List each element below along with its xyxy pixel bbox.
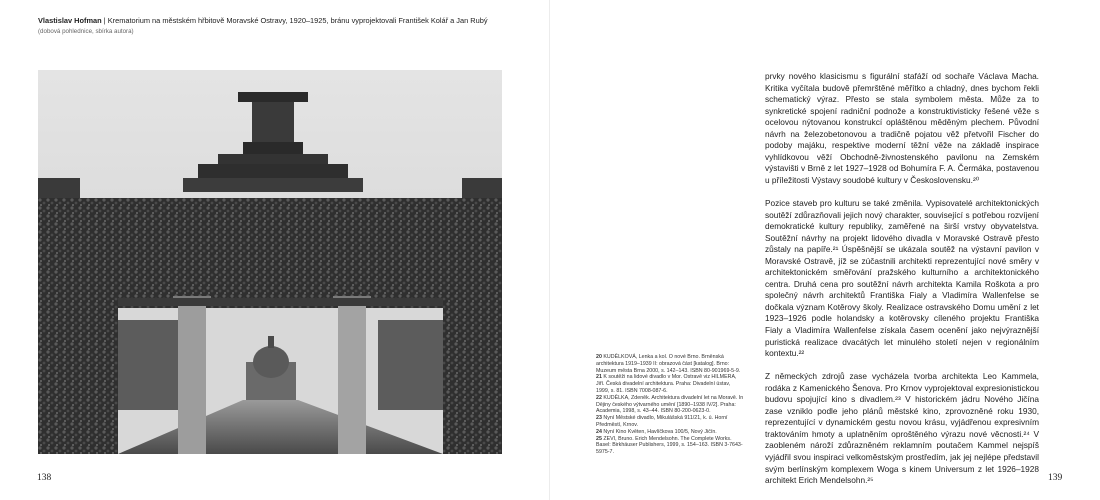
paragraph: prvky nového klasicismu s figurální stafáží od sochaře Václava Macha. Kritika vyčítala budově přemrštěné měřítko a chladný, dnes bychom řekli schematický výraz. Přesto se stala symbolem města. Může za to synkretické spojení radniční podnože a konstruktivisticky řešené věže s ocelovou nýtovanou konstrukcí opláštěnou měděným plechem. Původní návrh na železobetonovou a tradičně pojatou věž přetvořil Fischer do podoby majáku, respektive moderní těžní věže na základě inspirace vyhlídkovou věží Obchodně-živnostenského pavilonu na Zemském výstavišti v Brně z let 1927–1928 od Bohumíra F. A. Čermáka, postavenou u příležitosti Výstavy soudobé kultury v Československu.²⁰ [765, 71, 1039, 185]
page-number-left: 138 [37, 473, 52, 483]
footnote-text: KUDĚLKA, Zdeněk. Architektura divadelní let na Moravě. In Dějiny českého výtvarného umění [1890–1938 IV/2]. Praha: Academia, 1998, s. 43–44. ISBN 80-200-0623-0. [596, 394, 744, 415]
footnotes [596, 354, 744, 456]
footnote [596, 374, 744, 394]
footnote-text: K soutěži na lidové divadlo v Mor. Ostravě viz HILMERA, Jiří. Česká divadelní architektura. Praha: Divadelní ústav, 1999, s. 81. ISBN 7008-087-6. [596, 374, 737, 394]
footnote [596, 436, 744, 456]
caption-title: Krematorium na městském hřbitově Moravské Ostravy, 1920–1925, bránu vyprojektovali František Kolář a Jan Rubý [107, 16, 488, 25]
footnote-number: 22 [596, 394, 602, 401]
footnote [596, 415, 744, 429]
footnote-text: ZEVI, Bruno. Erich Mendelsohn. The Complete Works. Basel: Birkhäuser Publishers, 1999, s. 154–163. ISBN 3-7643-5975-7. [596, 435, 743, 456]
footnote-number: 25 [596, 435, 602, 442]
footnote [596, 429, 744, 436]
body-text [765, 71, 1039, 498]
footnote-text: KUDĚLKOVÁ, Lenka a kol. O nové Brno. Brněnská architektura 1919–1939 II: obrazová část [katalog]. Brno: Muzeum města Brna 2000, s. 142–143. ISBN 80-901969-5-9. [596, 354, 741, 374]
spine-gutter [549, 0, 550, 500]
footnote [596, 354, 744, 374]
photo-caption [38, 16, 518, 36]
crematorium-photo-graphic [38, 70, 502, 454]
footnote [596, 395, 744, 415]
caption-author: Vlastislav Hofman [38, 16, 102, 25]
footnote-number: 20 [596, 354, 602, 360]
footnote-number: 21 [596, 374, 602, 381]
footnote-text: Nyní Kino Květen, Havlíčkova 100/5, Nový Jičín. [603, 428, 717, 435]
footnote-number: 24 [596, 428, 602, 435]
footnote-number: 23 [596, 415, 602, 422]
page-number-right: 139 [1048, 473, 1063, 483]
footnote-text: Nyní Městské divadlo, Mikulášská 911/21, k. ú. Horní Předměstí, Krnov. [596, 415, 728, 428]
paragraph: Pozice staveb pro kulturu se také změnila. Vypisovatelé architektonických soutěží zdůrazňovali jejich nový charakter, související s potřebou rozvíjení demokratické kultury republiky, zaměřené na širší vrstvy obyvatelstva. Soutěžní návrhy na projekt lidového divadla v Moravské Ostravě přesto zůstaly na papíře.²¹ Úspěšnější se ukázala soutěž na výstavní pavilon v Moravské Ostravě, jíž se zúčastnili architekti reprezentující nové směry v architektonickém směřování pražského kulturního a architektonického centra. Druhá cena pro soutěžní návrh architekta Kamila Roškota a pro společný návrh architektů Františka Fialy a Vladimíra Wallenfelse se dočkala význam Kotěrovy školy. Realizace ostravského Domu umění z let 1923–1926 podle holandsky a kotěrovsky cíleného projektu Františka Fialy a Vladimíra Wallenfelse získala časem ocenění jako nejvýraznější puristická realizace dvacátých let minulého století nejen v regionálním kontextu.²² [765, 197, 1039, 359]
paragraph: Z německých zdrojů zase vycházela tvorba architekta Leo Kammela, rodáka z Kamenického Šenova. Pro Krnov vyprojektoval expresionistickou budovu spojující kino s divadlem.²³ V historickém jádru Nového Jičína zase vzniklo podle jeho plánů městské kino, zprovozněné roku 1930, reprezentující v dynamickém gestu novou krásu, vyjádřenou expresivním traktováním hmoty a uplatněním oproštěného výrazu nové věcnosti.²⁴ V zaobleném nároží zdůrazněném reklamním poutačem Kammel nejspíš vyjádřil svou inspiraci velkoměstským prostředím, jak jej nejlépe představil svým berlínským komplexem Woga s kinem Universum z let 1926–1928 architekt Erich Mendelsohn.²⁵ [765, 371, 1039, 486]
caption-note: (dobová pohlednice, sbírka autora) [38, 28, 134, 35]
crematorium-photo [38, 70, 502, 454]
caption-separator: | [101, 16, 108, 25]
